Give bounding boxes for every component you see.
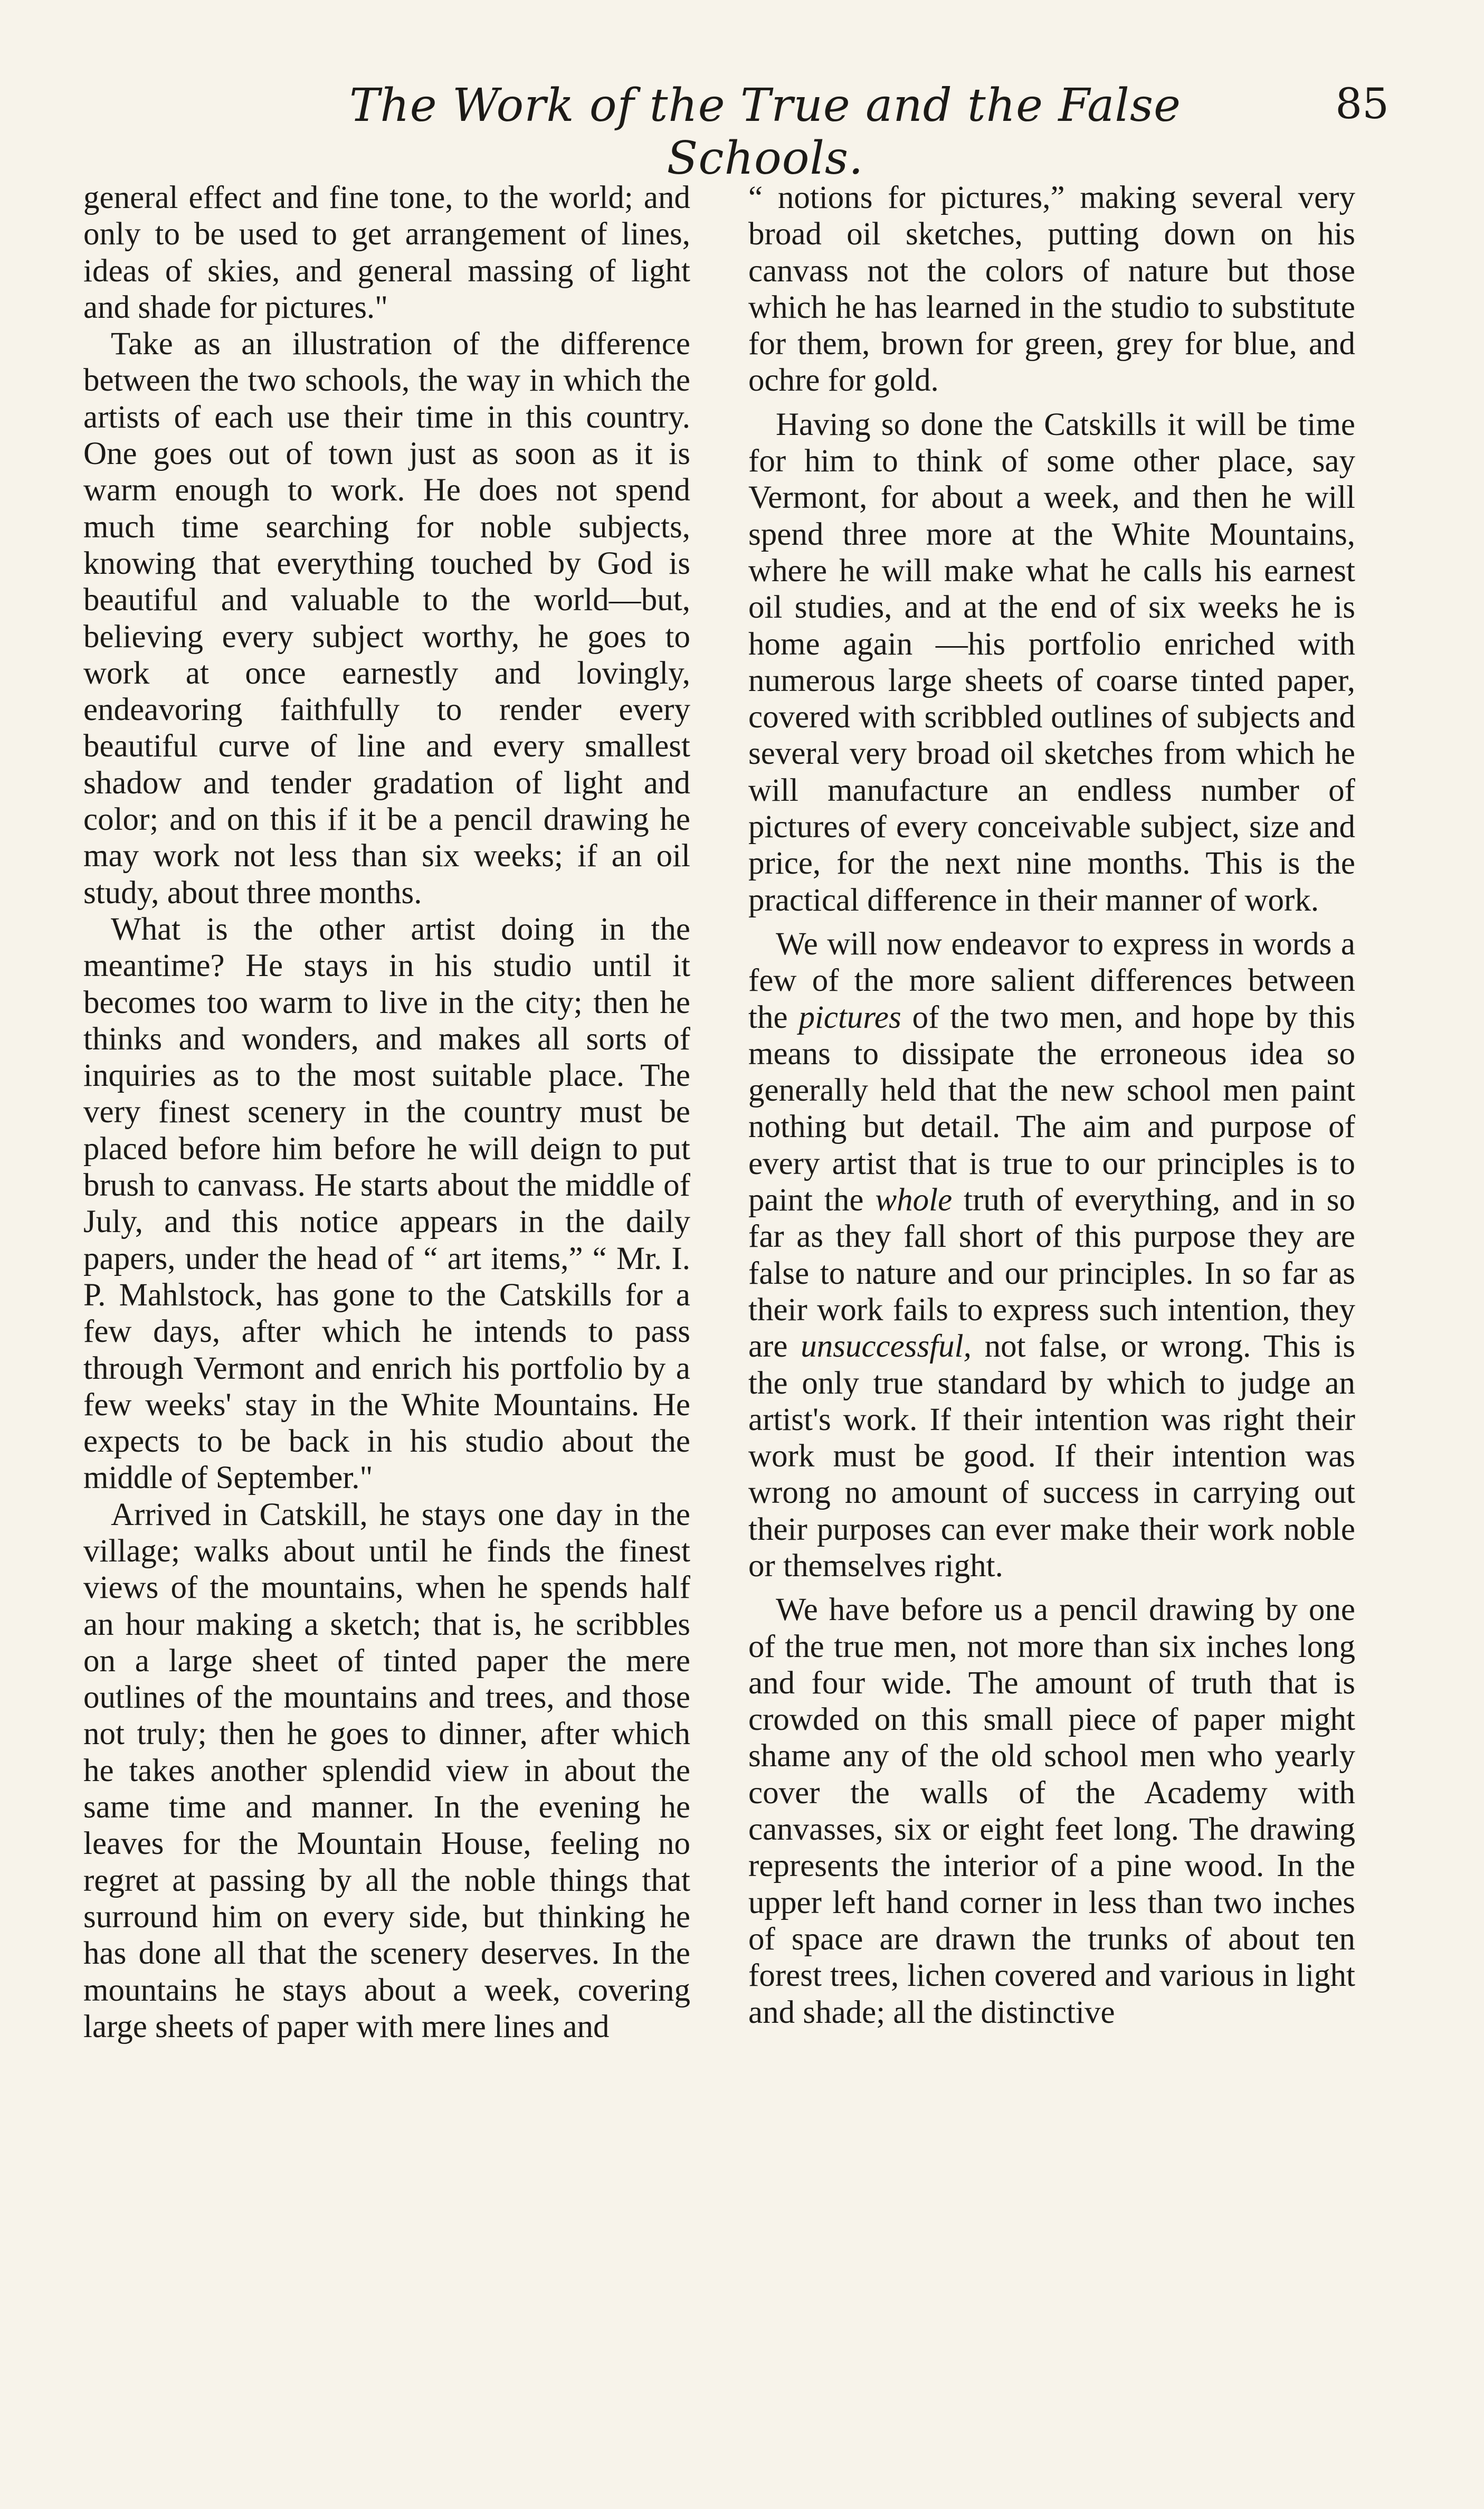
right-paragraph-3-part-d: not false, or wrong. This is the only true standard by which to judge an artist's work. If their intention was right their work must be good. If their intention was wrong no amount of success in carrying out their purposes can ever make their work noble or themselves right.: [748, 1329, 1356, 1584]
left-paragraph-1: general effect and fine tone, to the world; and only to be used to get arrangement of lines, ideas of skies, and general massing of light and shade for pictures.": [83, 180, 690, 325]
right-paragraph-3-part-c: truth of everything, and in so far as they fall short of this purpose they are false to nature and our principles. In so far as their work fails to express such intention, they are: [748, 1182, 1355, 1365]
page-number: 85: [1335, 79, 1389, 128]
emphasis-unsuccessful: unsuccessful,: [801, 1329, 972, 1365]
left-paragraph-2: Take as an illustration of the difference between the two schools, the way in which the artists of each use their time in this country. One goes out of town just as soon as it is warm enough to work. He does not spend much time searching for noble subjects, knowing that everything touched by God is beautiful and valuable to the world—but, believing every subject worthy, he goes to work at once earnestly and lovingly, endeavoring faithfully to render every beautiful curve of line and every smallest shadow and tender gradation of light and color; and on this if it be a pencil drawing he may work not less than six weeks; if an oil study, about three months.: [83, 326, 690, 911]
left-column: [83, 179, 690, 2045]
running-title: The Work of the True and the False Schools.: [349, 79, 1181, 185]
right-paragraph-2: Having so done the Catskills it will be time for him to think of some other place, say Vermont, for about a week, and then he will spend three more at the White Mountains, where he will make what he calls his earnest oil studies, and at the end of six weeks he is home again —his portfolio enriched with numerous large sheets of coarse tinted paper, covered with scribbled outlines of subjects and several very broad oil sketches from which he will manufacture an endless number of pictures of every conceivable subject, size and price, for the next nine months. This is the practical difference in their manner of work.: [748, 406, 1355, 918]
right-paragraph-1: “ notions for pictures,” making several very broad oil sketches, putting down on his canvass not the colors of nature but those which he has learned in the studio to substitute for them, brown for green, grey for blue, and ochre for gold.: [748, 180, 1355, 399]
right-paragraph-3-part-a: We will now endeavor to express in words a few of the more salient differences between the: [748, 926, 1355, 1035]
left-paragraph-3: What is the other artist doing in the meantime? He stays in his studio until it becomes too warm to live in the city; then he thinks and wonders, and makes all sorts of inquiries as to the most suitable place. The very finest scenery in the country must be placed before him before he will deign to put brush to canvass. He starts about the middle of July, and this notice appears in the daily papers, under the head of “ art items,” “ Mr. I. P. Mahlstock, has gone to the Catskills for a few days, after which he intends to pass through Vermont and enrich his portfolio by a few weeks' stay in the White Mountains. He expects to be back in his studio about the middle of September.": [83, 911, 690, 1496]
right-paragraph-3-part-b: of the two men, and hope by this means to dissipate the erroneous idea so generally held that the new school men paint nothing but detail. The aim and purpose of every artist that is true to our principles is to paint the: [748, 999, 1355, 1218]
emphasis-whole: whole: [875, 1182, 953, 1218]
emphasis-pictures: pictures: [798, 999, 901, 1035]
left-paragraph-4: Arrived in Catskill, he stays one day in the village; walks about until he finds the finest views of the mountains, when he spends half an hour making a sketch; that is, he scribbles on a large sheet of tinted paper the mere outlines of the mountains and trees, and those not truly; then he goes to dinner, after which he takes another splendid view in about the same time and manner. In the evening he leaves for the Mountain House, feeling no regret at passing by all the noble things that surround him on every side, but thinking he has done all that the scenery deserves. In the mountains he stays about a week, covering large sheets of paper with mere lines and: [83, 1497, 690, 2044]
right-paragraph-3: [748, 926, 1355, 1584]
right-column: [748, 179, 1355, 2031]
right-paragraph-4: We have before us a pencil drawing by one of the true men, not more than six inches long and four wide. The amount of truth that is crowded on this small piece of paper might shame any of the old school men who yearly cover the walls of the Academy with canvasses, six or eight feet long. The drawing represents the interior of a pine wood. In the upper left hand corner in less than two inches of space are drawn the trunks of about ten forest trees, lichen covered and various in light and shade; all the distinctive: [748, 1592, 1355, 2030]
